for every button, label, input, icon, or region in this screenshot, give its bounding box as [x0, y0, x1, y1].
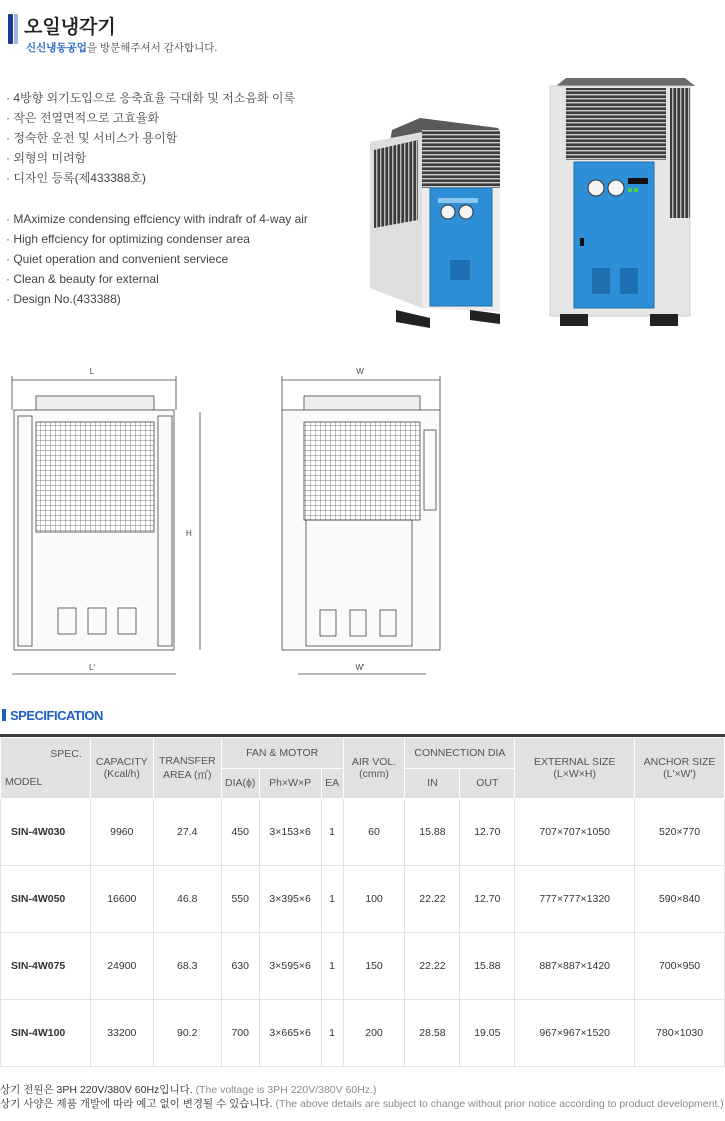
unit-large — [550, 78, 695, 326]
greeting-text: 을 방문해주셔서 감사합니다. — [86, 42, 218, 54]
cell-in: 22.22 — [405, 933, 460, 1000]
cell-model: SIN-4W075 — [1, 933, 91, 1000]
cell-phwp: 3×665×6 — [259, 1000, 321, 1067]
dim-label-W: W — [356, 367, 364, 376]
spec-title-text: SPECIFICATION — [10, 708, 103, 723]
cell-area: 27.4 — [153, 799, 221, 866]
header-ea: EA — [321, 768, 343, 799]
header-anchor-label: ANCHOR SIZE — [643, 756, 716, 768]
header-transfer-label: TRANSFER — [158, 754, 216, 767]
cell-capacity: 16600 — [90, 866, 153, 933]
feature-en-item: · Design No.(433388) — [6, 289, 308, 309]
header-anchor-unit: (L'×W') — [663, 768, 696, 780]
header-dia: DIA(ϕ) — [221, 768, 259, 799]
title-accent-bar — [8, 14, 13, 44]
cell-phwp: 3×595×6 — [259, 933, 321, 1000]
cell-external: 967×967×1520 — [515, 1000, 635, 1067]
cell-area: 68.3 — [153, 933, 221, 1000]
front-view-drawing — [282, 376, 440, 674]
feature-en-item: · Clean & beauty for external — [6, 269, 308, 289]
cell-dia: 450 — [221, 799, 259, 866]
cell-model: SIN-4W050 — [1, 866, 91, 933]
note-1-en: (The voltage is 3PH 220V/380V 60Hz.) — [195, 1084, 377, 1096]
header-in: IN — [405, 768, 460, 799]
cell-air: 200 — [343, 1000, 405, 1067]
cell-phwp: 3×395×6 — [259, 866, 321, 933]
cell-phwp: 3×153×6 — [259, 799, 321, 866]
technical-drawing — [0, 360, 450, 690]
cell-model: SIN-4W030 — [1, 799, 91, 866]
header-airvol-unit: (cmm) — [359, 768, 389, 780]
header-capacity — [90, 738, 153, 799]
cell-external: 707×707×1050 — [515, 799, 635, 866]
feature-en-item: · High effciency for optimizing condenser area — [6, 229, 308, 249]
table-row — [1, 933, 725, 1000]
feature-ko-item: · 외형의 미려함 — [6, 148, 295, 168]
product-photo — [360, 70, 725, 340]
spec-table — [0, 737, 725, 1067]
side-view-drawing — [12, 376, 200, 674]
cell-out: 15.88 — [460, 933, 515, 1000]
feature-ko-item: · 4방향 외기도입으로 응축효율 극대화 및 저소음화 이룩 — [6, 88, 295, 108]
cell-area: 46.8 — [153, 866, 221, 933]
cell-external: 777×777×1320 — [515, 866, 635, 933]
feature-ko-item: · 작은 전열면적으로 고효율화 — [6, 108, 295, 128]
spec-title — [2, 708, 103, 723]
cell-model: SIN-4W100 — [1, 1000, 91, 1067]
footer-notes — [0, 1083, 724, 1111]
spec-bullet-icon — [2, 709, 6, 721]
cell-in: 15.88 — [405, 799, 460, 866]
cell-out: 12.70 — [460, 799, 515, 866]
dim-label-H: H — [186, 529, 192, 538]
spec-model-header — [1, 738, 91, 799]
cell-anchor: 780×1030 — [635, 1000, 725, 1067]
dim-label-L2: L' — [89, 663, 95, 672]
cell-anchor: 700×950 — [635, 933, 725, 1000]
title-accent-bar-light — [14, 14, 18, 44]
dim-label-W2: W' — [355, 663, 365, 672]
note-2-en: (The above details are subject to change without prior notice according to product development.) — [275, 1098, 724, 1110]
note-2-ko: 상기 사양은 제품 개발에 따라 예고 없이 변경될 수 있습니다. — [0, 1098, 273, 1110]
header-model: MODEL — [5, 776, 43, 788]
cell-dia: 630 — [221, 933, 259, 1000]
table-row — [1, 799, 725, 866]
header-airvol-label: AIR VOL. — [351, 756, 397, 768]
cell-capacity: 9960 — [90, 799, 153, 866]
table-row — [1, 866, 725, 933]
cell-out: 19.05 — [460, 1000, 515, 1067]
cell-anchor: 590×840 — [635, 866, 725, 933]
cell-anchor: 520×770 — [635, 799, 725, 866]
cell-capacity: 24900 — [90, 933, 153, 1000]
cell-external: 887×887×1420 — [515, 933, 635, 1000]
feature-ko-item: · 정숙한 운전 및 서비스가 용이함 — [6, 128, 295, 148]
unit-small — [370, 118, 500, 328]
page-subtitle — [26, 40, 217, 55]
features-en-list — [6, 209, 308, 309]
header-transfer-unit: AREA (㎡) — [163, 768, 212, 781]
header-airvol — [343, 738, 405, 799]
note-line-1 — [0, 1083, 724, 1097]
header-capacity-unit: (Kcal/h) — [103, 768, 140, 780]
feature-ko-item: · 디자인 등록(제433388호) — [6, 168, 295, 188]
header-spec: SPEC. — [50, 748, 82, 760]
header-external — [515, 738, 635, 799]
cell-ea: 1 — [321, 799, 343, 866]
cell-air: 150 — [343, 933, 405, 1000]
spec-table-body — [1, 799, 725, 1067]
feature-en-item: · MAximize condensing effciency with indrafr of 4-way air — [6, 209, 308, 229]
cell-dia: 550 — [221, 866, 259, 933]
cell-air: 60 — [343, 799, 405, 866]
cell-ea: 1 — [321, 866, 343, 933]
table-row — [1, 1000, 725, 1067]
header-capacity-label: CAPACITY — [95, 756, 148, 768]
dim-label-L: L — [89, 367, 95, 376]
cell-out: 12.70 — [460, 866, 515, 933]
header-fan-motor: FAN & MOTOR — [221, 738, 343, 769]
header-external-unit: (L×W×H) — [553, 768, 596, 780]
cell-in: 28.58 — [405, 1000, 460, 1067]
cell-air: 100 — [343, 866, 405, 933]
note-line-2 — [0, 1097, 724, 1111]
cell-capacity: 33200 — [90, 1000, 153, 1067]
cell-area: 90.2 — [153, 1000, 221, 1067]
header-connection: CONNECTION DIA — [405, 738, 515, 769]
header-out: OUT — [460, 768, 515, 799]
header-external-label: EXTERNAL SIZE — [534, 756, 616, 768]
header-transfer — [153, 738, 221, 799]
cell-ea: 1 — [321, 1000, 343, 1067]
company-name: 신신냉동공업 — [26, 42, 87, 54]
cell-in: 22.22 — [405, 866, 460, 933]
features-ko-list — [6, 88, 295, 188]
header-phwp: Ph×W×P — [259, 768, 321, 799]
cell-ea: 1 — [321, 933, 343, 1000]
feature-en-item: · Quiet operation and convenient serviece — [6, 249, 308, 269]
header-anchor — [635, 738, 725, 799]
page-title: 오일냉각기 — [24, 17, 116, 38]
note-1-ko: 상기 전원은 3PH 220V/380V 60Hz입니다. — [0, 1084, 193, 1096]
cell-dia: 700 — [221, 1000, 259, 1067]
